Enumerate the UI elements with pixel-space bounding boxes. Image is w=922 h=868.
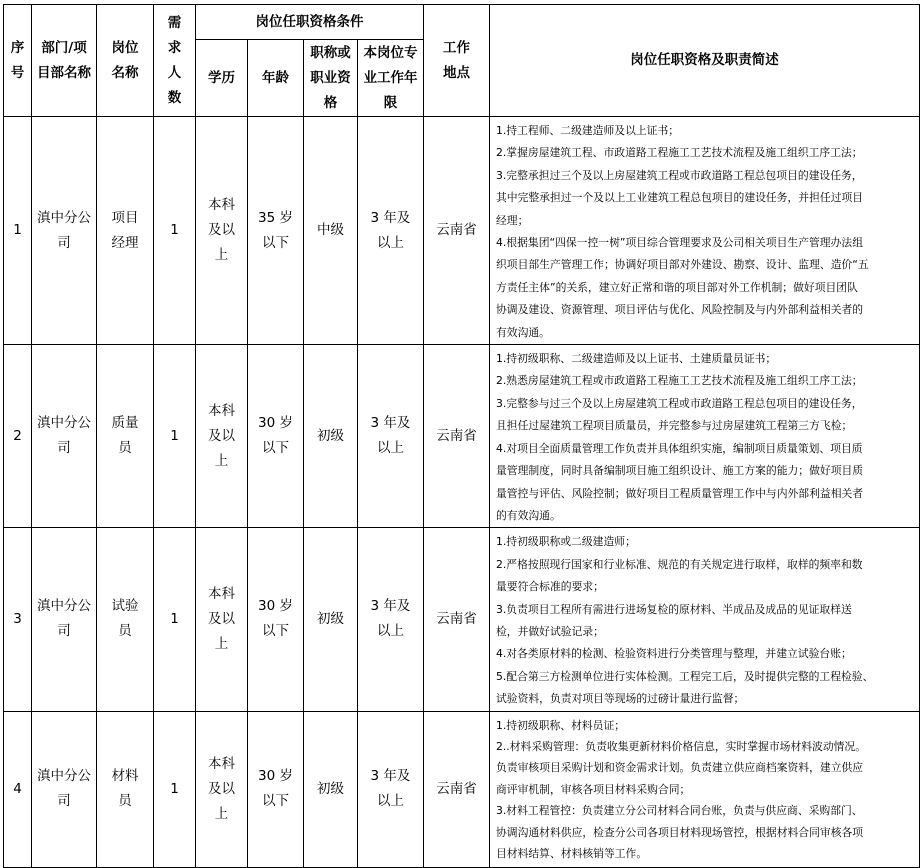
description-line: 2.严格按照现行国家和行业标准、规范的有关规定进行取样，取样的频率和数: [496, 557, 863, 571]
row-experience: 3 年及以上: [358, 345, 424, 528]
row-location: 云南省: [424, 528, 490, 711]
row-description: [490, 345, 920, 528]
header-position: 岗位名称: [97, 5, 154, 117]
row-education: 本科及以上: [196, 117, 248, 345]
row-education: 本科及以上: [196, 711, 248, 867]
description-line: 1.持初级职称、材料员证；: [496, 718, 626, 732]
table-row: [4, 711, 920, 867]
description-line: 商评审机制，审核各项目材料采购合同；: [496, 782, 691, 796]
description-line: 且担任过屋建筑工程项目质量员，并完整参与过房屋建筑工程第三方飞检；: [496, 419, 853, 433]
table-row: [4, 528, 920, 711]
row-count: 1: [154, 345, 196, 528]
row-education: 本科及以上: [196, 345, 248, 528]
header-experience: 本岗位专业工作年限: [358, 40, 424, 117]
description-line: 4.根据集团“四保一控一树”项目综合管理要求及公司相关项目生产管理办法组: [496, 236, 863, 250]
row-index: 1: [4, 117, 32, 345]
row-location: 云南省: [424, 711, 490, 867]
description-line: 其中完整承担过一个及以上工业建筑工程总包项目的建设任务，并担任过项目: [496, 191, 864, 205]
header-row-top: [4, 5, 920, 40]
description-line: 量管控与评估、风险控制；做好项目工程质量管理工作中与内外部利益相关者: [496, 486, 864, 500]
description-line: 1.持初级职称或二级建造师；: [496, 535, 636, 549]
row-index: 3: [4, 528, 32, 711]
header-location: 工作地点: [424, 5, 490, 117]
row-position: 质量员: [97, 345, 154, 528]
row-department: 滇中分公司: [32, 117, 97, 345]
row-index: 2: [4, 345, 32, 528]
row-index: 4: [4, 711, 32, 867]
row-description: [490, 711, 920, 867]
row-position: 材料员: [97, 711, 154, 867]
row-position: 项目经理: [97, 117, 154, 345]
description-line: 1.持工程师、二级建造师及以上证书；: [496, 124, 680, 137]
header-education: 学历: [196, 40, 248, 117]
description-line: 量管理制度，同时具备编制项目施工组织设计、施工方案的能力；做好项目质: [496, 464, 864, 478]
description-line: 协调及建设、资源管理、项目评估与优化、风险控制及与内外部利益相关者的: [496, 303, 864, 317]
row-age: 30 岁以下: [248, 711, 304, 867]
row-age: 30 岁以下: [248, 345, 304, 528]
row-age: 35 岁以下: [248, 117, 304, 345]
description-line: 负责审核项目采购计划和资金需求计划。负责建立供应商档案资料，建立供应: [496, 761, 864, 775]
row-position: 试验员: [97, 528, 154, 711]
description-line: 方责任主体”的关系，建立好正常和谐的项目部对外工作机制；做好项目团队: [496, 280, 858, 294]
description-line: 2.熟悉房屋建筑工程或市政道路工程施工工艺技术流程及施工组织工序工法；: [496, 374, 863, 388]
table-row: [4, 117, 920, 345]
description-line: 4.对各类原材料的检测、检验资料进行分类管理与整理，并建立试验台账；: [496, 647, 852, 661]
description-line: 3.材料工程管控：负责建立分公司材料合同台账，负责与供应商、采购部门、: [496, 804, 863, 818]
row-description: [490, 528, 920, 711]
description-line: 有效沟通。: [496, 325, 550, 339]
row-age: 30 岁以下: [248, 528, 304, 711]
row-education: 本科及以上: [196, 528, 248, 711]
header-department: 部门/项目部名称: [32, 5, 97, 117]
row-description: [490, 117, 920, 345]
row-department: 滇中分公司: [32, 345, 97, 528]
description-line: 5.配合第三方检测单位进行实体检测。工程完工后，及时提供完整的工程检验、: [496, 669, 874, 683]
job-requirements-table: [3, 4, 920, 868]
header-count: 需求人数: [154, 5, 196, 117]
description-line: 3.负责项目工程所有需进行进场复检的原材料、半成品及成品的见证取样送: [496, 602, 852, 616]
row-title: 初级: [304, 711, 358, 867]
row-location: 云南省: [424, 117, 490, 345]
header-age: 年龄: [248, 40, 304, 117]
row-title: 初级: [304, 528, 358, 711]
row-count: 1: [154, 528, 196, 711]
description-line: 织项目部生产管理工作；协调好项目部对外建设、勘察、设计、监理、造价“五: [496, 258, 869, 272]
row-experience: 3 年及以上: [358, 711, 424, 867]
description-line: 经理；: [496, 213, 529, 227]
row-count: 1: [154, 117, 196, 345]
row-title: 中级: [304, 117, 358, 345]
description-line: 量要符合标准的要求；: [496, 580, 604, 594]
row-department: 滇中分公司: [32, 711, 97, 867]
description-line: 协调沟通材料供应，检查分公司各项目材料现场管控，根据材料合同审核各项: [496, 825, 864, 839]
description-line: 2.掌握房屋建筑工程、市政道路工程施工工艺技术流程及施工组织工序工法；: [496, 146, 863, 160]
description-line: 2..材料采购管理：负责收集更新材料价格信息，实时掌握市场材料波动情况。: [496, 739, 867, 753]
description-line: 目材料结算、材料核销等工作。: [496, 847, 648, 860]
description-line: 3.完整参与过三个及以上房屋建筑工程或市政道路工程总包项目的建设任务，: [496, 396, 863, 410]
row-department: 滇中分公司: [32, 528, 97, 711]
table-row: [4, 345, 920, 528]
row-title: 初级: [304, 345, 358, 528]
description-line: 3.完整承担过三个及以上房屋建筑工程或市政道路工程总包项目的建设任务，: [496, 168, 863, 182]
description-line: 1.持初级职称、二级建造师及以上证书、土建质量员证书；: [496, 352, 777, 366]
description-line: 检，并做好试验记录；: [496, 624, 604, 638]
description-line: 的有效沟通。: [496, 508, 561, 522]
row-count: 1: [154, 711, 196, 867]
header-description: 岗位任职资格及职责简述: [490, 5, 920, 117]
header-title: 职称或职业资格: [304, 40, 358, 117]
row-experience: 3 年及以上: [358, 117, 424, 345]
description-line: 4.对项目全面质量管理工作负责并具体组织实施，编制项目质量策划、项目质: [496, 441, 863, 455]
row-location: 云南省: [424, 345, 490, 528]
header-index: 序号: [4, 5, 32, 117]
row-experience: 3 年及以上: [358, 528, 424, 711]
description-line: 试验资料，负责对项目等现场的过磅计量进行监督；: [496, 692, 745, 706]
header-requirements-group: 岗位任职资格条件: [196, 5, 424, 40]
